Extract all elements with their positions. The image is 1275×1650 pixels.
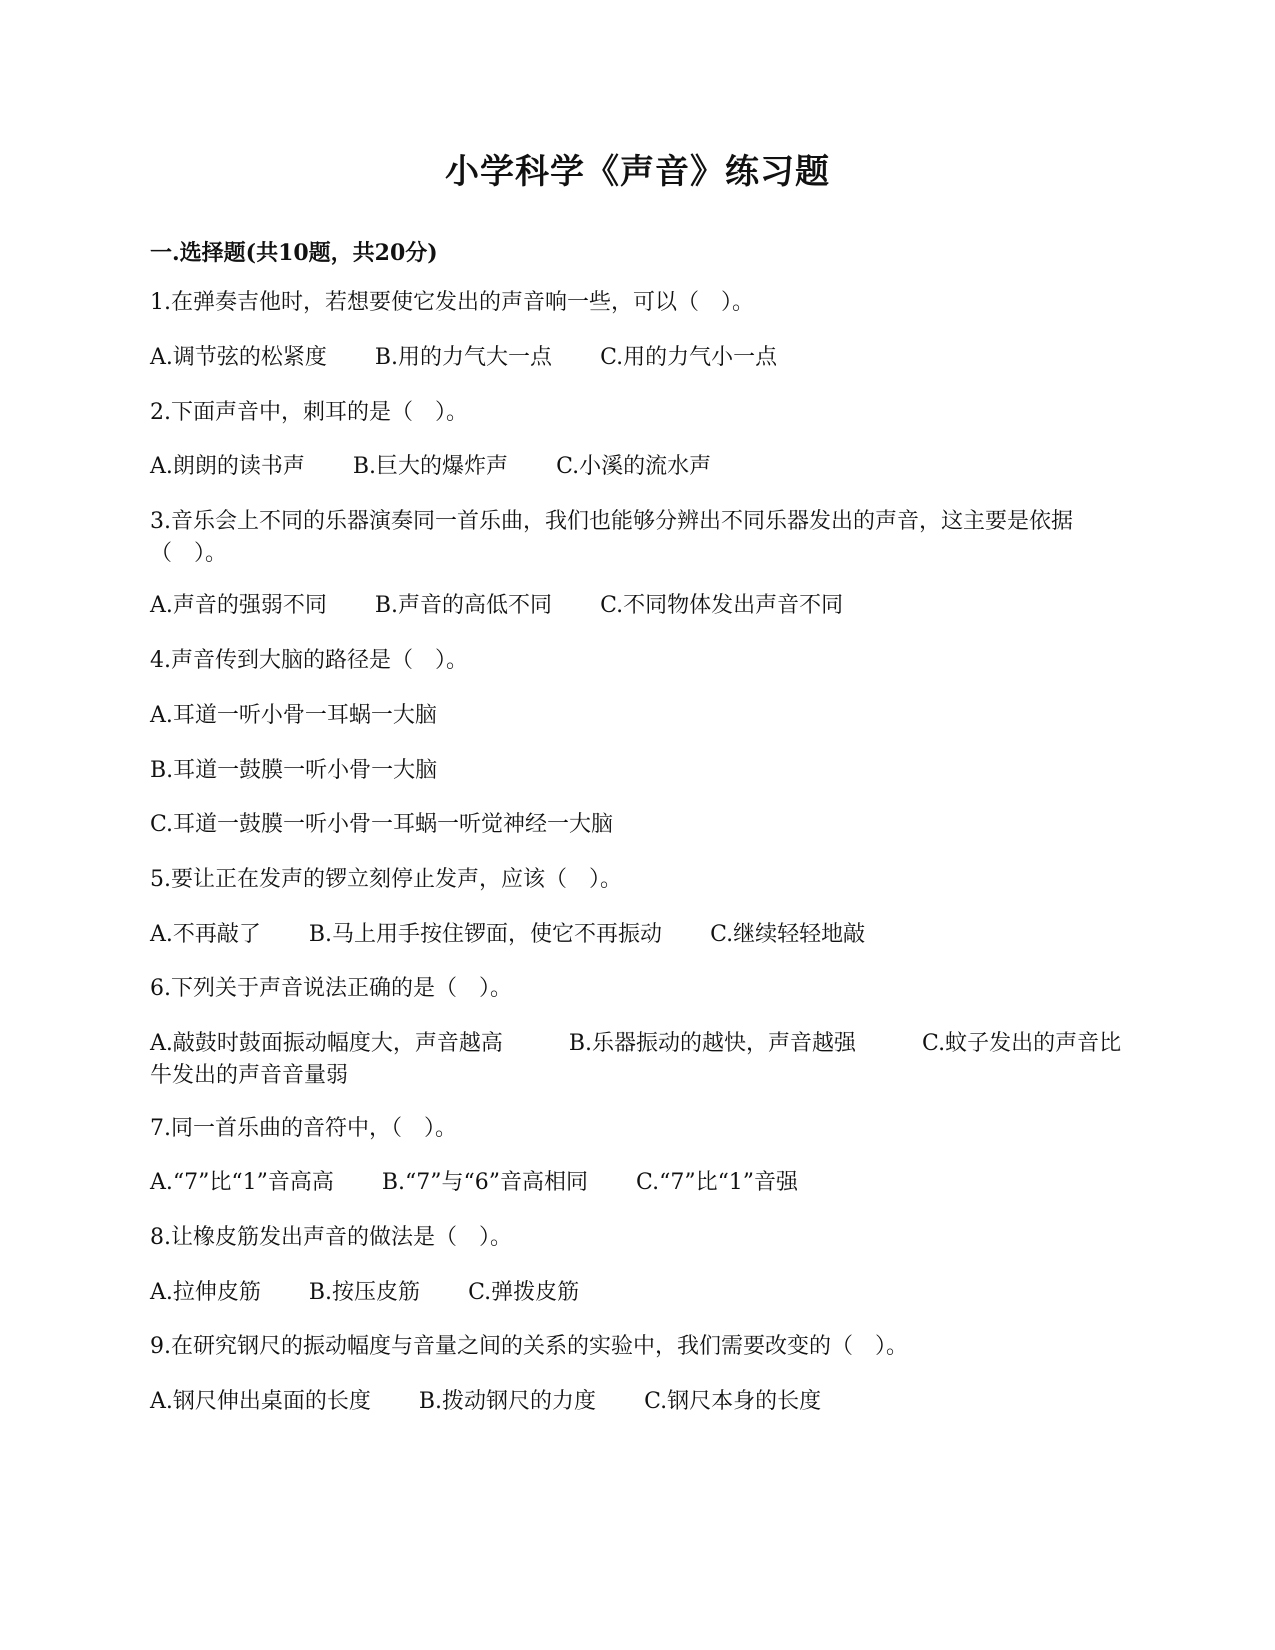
question-1-options bbox=[150, 342, 825, 374]
question-3-options bbox=[150, 590, 891, 622]
question-5: 5.要让正在发声的锣立刻停止发声，应该（ ）。 bbox=[150, 867, 622, 892]
question-8-option-a: A.拉伸皮筋 bbox=[150, 1280, 261, 1305]
question-9-option-a: A.钢尺伸出桌面的长度 bbox=[150, 1389, 371, 1414]
question-7-option-a: A.“7”比“1”音高高 bbox=[150, 1170, 334, 1195]
question-6: 6.下列关于声音说法正确的是（ ）。 bbox=[150, 976, 512, 1001]
question-2-option-a: A.朗朗的读书声 bbox=[150, 454, 305, 479]
section-heading: 一.选择题(共10题，共20分) bbox=[150, 240, 438, 266]
question-4-option-b: B.耳道一鼓膜一听小骨一大脑 bbox=[150, 758, 438, 783]
question-2-option-c: C.小溪的流水声 bbox=[556, 454, 712, 479]
question-9: 9.在研究钢尺的振动幅度与音量之间的关系的实验中，我们需要改变的（ ）。 bbox=[150, 1334, 908, 1359]
question-3: 3.音乐会上不同的乐器演奏同一首乐曲，我们也能够分辨出不同乐器发出的声音，这主要是依据（ ）。 bbox=[150, 509, 1073, 566]
question-9-option-c: C.钢尺本身的长度 bbox=[644, 1389, 822, 1414]
question-1-option-c: C.用的力气小一点 bbox=[600, 345, 778, 370]
question-7: 7.同一首乐曲的音符中，（ ）。 bbox=[150, 1116, 457, 1141]
question-3-option-c: C.不同物体发出声音不同 bbox=[600, 593, 844, 618]
question-3-option-b: B.声音的高低不同 bbox=[374, 593, 553, 618]
question-1-option-a: A.调节弦的松紧度 bbox=[150, 345, 327, 370]
question-2-option-b: B.巨大的爆炸声 bbox=[352, 454, 509, 479]
question-5-options bbox=[150, 919, 913, 951]
question-7-options bbox=[150, 1167, 846, 1199]
question-8: 8.让橡皮筋发出声音的做法是（ ）。 bbox=[150, 1225, 512, 1250]
question-7-option-b: B.“7”与“6”音高相同 bbox=[381, 1170, 589, 1195]
question-7-option-c: C.“7”比“1”音强 bbox=[636, 1170, 799, 1195]
question-9-options bbox=[150, 1386, 869, 1418]
page-title: 小学科学《声音》练习题 bbox=[445, 152, 830, 192]
question-4: 4.声音传到大脑的路径是（ ）。 bbox=[150, 648, 468, 673]
question-8-option-c: C.弹拨皮筋 bbox=[468, 1280, 580, 1305]
question-2-options bbox=[150, 451, 759, 483]
question-5-option-a: A.不再敲了 bbox=[150, 922, 261, 947]
question-2: 2.下面声音中，刺耳的是（ ）。 bbox=[150, 400, 468, 425]
question-1: 1.在弹奏吉他时，若想要使它发出的声音响一些，可以（ ）。 bbox=[150, 290, 754, 315]
question-9-option-b: B.拨动钢尺的力度 bbox=[418, 1389, 597, 1414]
question-8-options bbox=[150, 1277, 627, 1309]
question-4-option-a: A.耳道一听小骨一耳蜗一大脑 bbox=[150, 703, 437, 728]
question-4-option-c: C.耳道一鼓膜一听小骨一耳蜗一听觉神经一大脑 bbox=[150, 812, 614, 837]
question-8-option-b: B.按压皮筋 bbox=[308, 1280, 421, 1305]
question-5-option-b: B.马上用手按住锣面，使它不再振动 bbox=[308, 922, 663, 947]
question-6-options: A.敲鼓时鼓面振动幅度大，声音越高 B.乐器振动的越快，声音越强 C.蚊子发出的声音比牛发出的声音音量弱 bbox=[150, 1031, 1122, 1088]
question-5-option-c: C.继续轻轻地敲 bbox=[710, 922, 866, 947]
question-1-option-b: B.用的力气大一点 bbox=[374, 345, 553, 370]
question-3-option-a: A.声音的强弱不同 bbox=[150, 593, 327, 618]
